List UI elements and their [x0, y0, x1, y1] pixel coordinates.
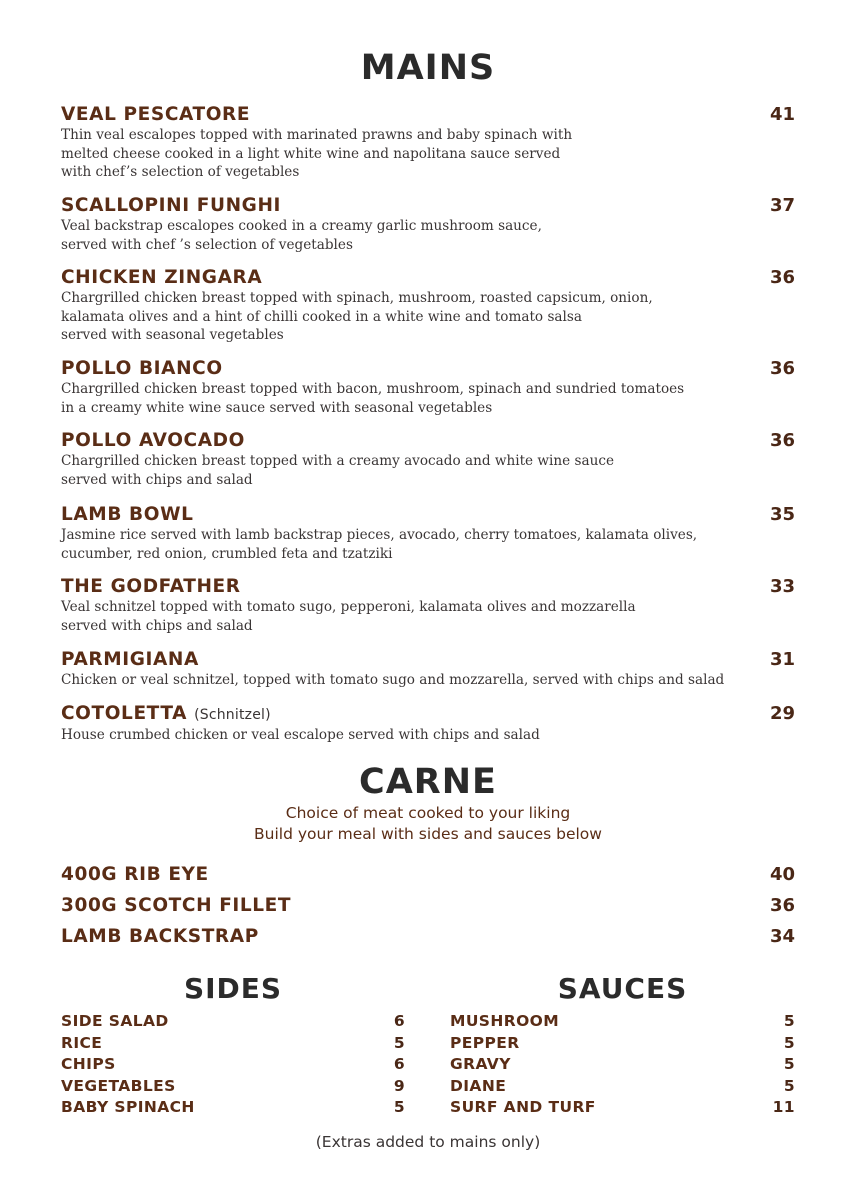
sauce-item: PEPPER 5: [450, 1033, 795, 1052]
item-description: Chargrilled chicken breast topped with spinach, mushroom, roasted capsicum, onion, kalamata olives and a hint of chilli cooked in a white wine and tomato salsa served with seasonal vegetables: [61, 290, 653, 344]
item-name: SCALLOPINI FUNGHI: [61, 195, 282, 216]
item-name: 400G RIB EYE: [61, 864, 209, 885]
carne-item: [61, 895, 795, 917]
item-price: 33: [769, 576, 795, 597]
extras-footnote: (Extras added to mains only): [315, 1133, 541, 1151]
carne-item: [61, 864, 795, 886]
item-price: 40: [769, 864, 795, 885]
menu-item: [61, 703, 795, 745]
sauce-item: DIANE 5: [450, 1076, 795, 1095]
menu-item: [61, 358, 795, 417]
item-price: 35: [769, 504, 795, 525]
item-name: 300G SCOTCH FILLET: [61, 895, 292, 916]
item-description: Thin veal escalopes topped with marinated prawns and baby spinach with melted cheese cooked in a light white wine and napolitana sauce served with chef’s selection of vegetables: [61, 127, 573, 181]
item-price: 36: [769, 430, 795, 451]
side-item: VEGETABLES 9: [61, 1076, 405, 1095]
item-price: 36: [769, 895, 795, 916]
item-description: Chargrilled chicken breast topped with a creamy avocado and white wine sauce served with chips and salad: [61, 453, 615, 488]
item-description: House crumbed chicken or veal escalope served with chips and salad: [61, 727, 540, 743]
item-price: 36: [769, 358, 795, 379]
menu-item: [61, 504, 795, 563]
item-price: 29: [769, 703, 795, 724]
menu-item: [61, 649, 795, 690]
sides-title: SIDES: [183, 972, 283, 1005]
sauces-section: [450, 972, 795, 1120]
mains-title: MAINS: [360, 48, 496, 88]
item-description: Chicken or veal schnitzel, topped with tomato sugo and mozzarella, served with chips and salad: [61, 672, 725, 688]
carne-subtitle: Choice of meat cooked to your liking Build your meal with sides and sauces below: [254, 804, 602, 843]
sides-section: [61, 972, 405, 1120]
side-item: BABY SPINACH 5: [61, 1098, 405, 1117]
item-name: THE GODFATHER: [61, 576, 241, 597]
item-price: 34: [769, 926, 795, 947]
item-name: PARMIGIANA: [61, 649, 199, 670]
sauce-item: SURF AND TURF 11: [450, 1098, 795, 1117]
menu-item: [61, 430, 795, 489]
item-name: CHICKEN ZINGARA: [61, 267, 263, 288]
item-name: COTOLETTA (Schnitzel): [61, 703, 271, 724]
item-price: 31: [769, 649, 795, 670]
sauce-item: MUSHROOM 5: [450, 1012, 795, 1030]
item-name: VEAL PESCATORE: [61, 104, 251, 125]
carne-item: [61, 926, 795, 948]
item-price: 37: [769, 195, 795, 216]
menu-item: [61, 104, 795, 182]
carne-title: CARNE: [359, 762, 497, 802]
sauce-item: GRAVY 5: [450, 1055, 795, 1074]
side-item: CHIPS 6: [61, 1055, 405, 1074]
item-price: 36: [769, 267, 795, 288]
item-description: Veal backstrap escalopes cooked in a creamy garlic mushroom sauce, served with chef ’s selection of vegetables: [61, 218, 542, 253]
menu-item: [61, 267, 795, 345]
side-item: SIDE SALAD 6: [61, 1012, 405, 1030]
menu-item: [61, 195, 795, 254]
item-name: POLLO AVOCADO: [61, 430, 245, 451]
item-note: (Schnitzel): [194, 707, 271, 723]
item-price: 41: [769, 104, 795, 125]
item-name: LAMB BACKSTRAP: [61, 926, 259, 947]
item-description: Chargrilled chicken breast topped with bacon, mushroom, spinach and sundried tomatoes in a creamy white wine sauce served with seasonal vegetables: [61, 381, 685, 416]
side-item: RICE 5: [61, 1033, 405, 1052]
item-description: Veal schnitzel topped with tomato sugo, pepperoni, kalamata olives and mozzarella served with chips and salad: [61, 599, 636, 634]
item-name: LAMB BOWL: [61, 504, 194, 525]
menu-item: [61, 576, 795, 635]
item-description: Jasmine rice served with lamb backstrap pieces, avocado, cherry tomatoes, kalamata olives, cucumber, red onion, crumbled feta and tzatziki: [61, 527, 698, 562]
item-name: POLLO BIANCO: [61, 358, 223, 379]
sauces-title: SAUCES: [557, 972, 688, 1005]
